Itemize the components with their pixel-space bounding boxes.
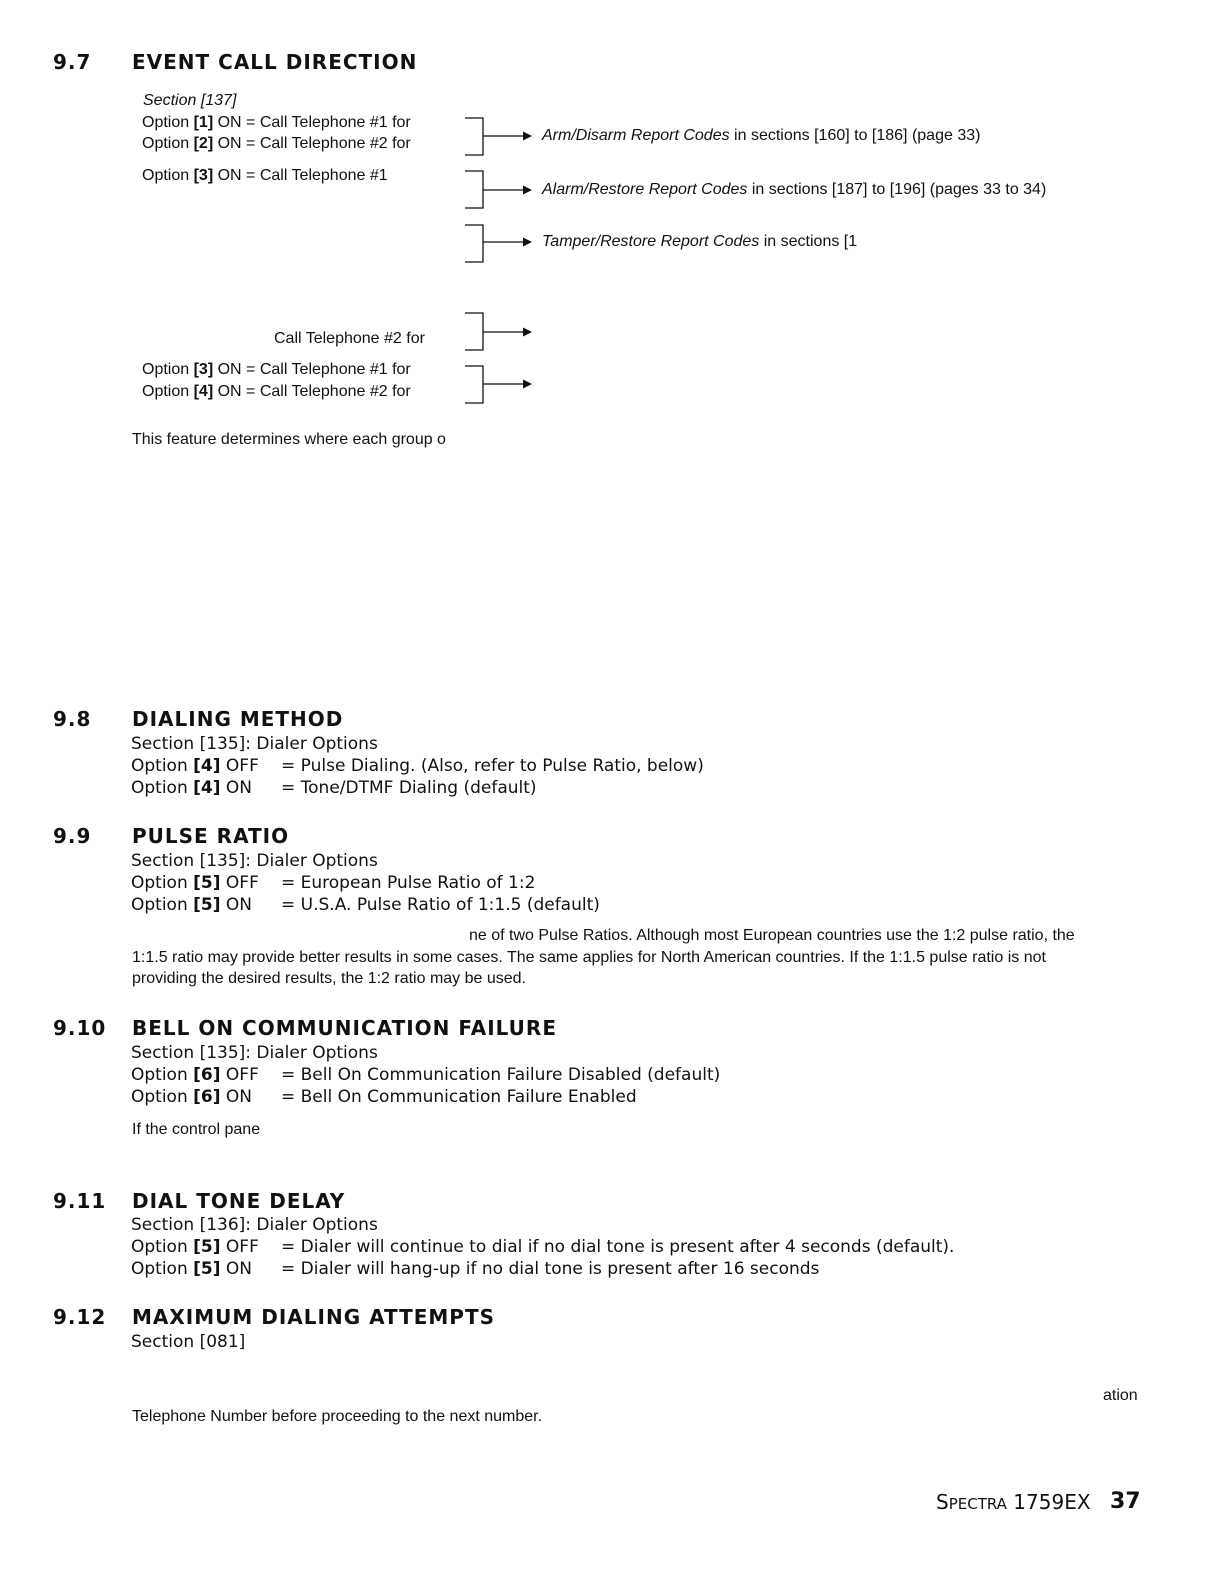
- brand-model: 1759EX: [1006, 1490, 1091, 1514]
- arrowhead-icon: [523, 380, 532, 389]
- option-text: = Pulse Dialing. (Also, refer to Pulse Ratio, below): [281, 756, 704, 776]
- option-state: ON: [220, 778, 253, 798]
- option-key: [3]: [193, 361, 214, 378]
- option-state: ON: [220, 895, 253, 915]
- section-title: MAXIMUM DIALING ATTEMPTS: [132, 1305, 496, 1329]
- paragraph: ne of two Pulse Ratios. Although most European countries use the 1:2 pulse ratio, the: [469, 927, 1075, 944]
- target-rest: in sections [1: [759, 233, 858, 250]
- option-prefix: Option: [142, 361, 194, 378]
- option-line: [131, 1064, 720, 1086]
- section-number: 9.11: [53, 1189, 107, 1213]
- option-line: [131, 1258, 819, 1280]
- option-state: OFF: [220, 873, 259, 893]
- option-state: ON: [220, 1087, 253, 1107]
- arrowhead-icon: [523, 186, 532, 195]
- arrowhead-icon: [523, 238, 532, 247]
- section-ref: Section [135]: Dialer Options: [131, 734, 378, 754]
- option-text: ON = Call Telephone #1 for: [213, 114, 411, 131]
- arrowhead-icon: [523, 132, 532, 141]
- option-key: [5]: [193, 895, 221, 915]
- brand-initial: S: [936, 1490, 949, 1514]
- option-prefix: Option: [131, 1087, 194, 1107]
- section-number: 9.9: [53, 824, 92, 848]
- option-text: = Bell On Communication Failure Disabled (default): [281, 1065, 721, 1085]
- option-state: OFF: [220, 1065, 259, 1085]
- option-key: [4]: [193, 383, 214, 400]
- option-prefix: Option: [142, 383, 194, 400]
- page-number: 37: [1110, 1489, 1141, 1514]
- option-key: [2]: [193, 135, 214, 152]
- target-rest: in sections [187] to [196] (pages 33 to 34): [747, 181, 1047, 198]
- target-italic: Arm/Disarm Report Codes: [542, 127, 730, 144]
- option-text: ON = Call Telephone #2 for: [213, 383, 411, 400]
- section-ref: Section [135]: Dialer Options: [131, 1043, 378, 1063]
- option-prefix: Option: [131, 756, 194, 776]
- bracket-shape: [465, 171, 483, 208]
- option-key: [5]: [193, 1259, 221, 1279]
- option-text: = U.S.A. Pulse Ratio of 1:1.5 (default): [281, 895, 600, 915]
- option-prefix: Option: [131, 778, 194, 798]
- section-number: 9.8: [53, 707, 92, 731]
- option-text: = Tone/DTMF Dialing (default): [281, 778, 537, 798]
- option-prefix: Option: [131, 1237, 194, 1257]
- option-text: = Dialer will continue to dial if no dial tone is present after 4 seconds (default).: [281, 1237, 955, 1257]
- call-line: Call Telephone #2 for: [274, 330, 425, 347]
- option-prefix: Option: [131, 895, 194, 915]
- section-ref: Section [137]: [143, 92, 237, 109]
- option-text: = Dialer will hang-up if no dial tone is present after 16 seconds: [281, 1259, 820, 1279]
- section-ref: Section [136]: Dialer Options: [131, 1215, 378, 1235]
- option-prefix: Option: [131, 873, 194, 893]
- option-key: [4]: [193, 756, 221, 776]
- option-state: OFF: [220, 1237, 259, 1257]
- section-number: 9.10: [53, 1016, 107, 1040]
- option-prefix: Option: [142, 167, 194, 184]
- bracket-shape: [465, 366, 483, 403]
- option-prefix: Option: [142, 135, 194, 152]
- option-prefix: Option: [131, 1065, 194, 1085]
- bracket-shape: [465, 225, 483, 262]
- option-text: ON = Call Telephone #1 for: [213, 361, 411, 378]
- option-prefix: Option: [142, 114, 194, 131]
- section-title: EVENT CALL DIRECTION: [132, 50, 418, 74]
- option-key: [3]: [193, 167, 214, 184]
- option-prefix: Option: [131, 1259, 194, 1279]
- target-rest: in sections [160] to [186] (page 33): [729, 127, 981, 144]
- option-line: [131, 777, 537, 799]
- paragraph-fragment: ation: [1103, 1387, 1138, 1404]
- option-line: [131, 894, 600, 916]
- paragraph: Telephone Number before proceeding to the next number.: [132, 1408, 543, 1425]
- paragraph: This feature determines where each group o: [132, 431, 446, 448]
- option-line: [131, 872, 535, 894]
- option-line: [131, 1236, 954, 1258]
- section-ref: Section [081]: [131, 1332, 246, 1352]
- option-key: [1]: [193, 114, 214, 131]
- section-title: DIAL TONE DELAY: [132, 1189, 346, 1213]
- option-key: [5]: [193, 1237, 221, 1257]
- option-state: ON: [220, 1259, 253, 1279]
- bracket-shape: [465, 118, 483, 155]
- option-line: [131, 755, 704, 777]
- footer-brand: [936, 1490, 1091, 1514]
- section-ref: Section [135]: Dialer Options: [131, 851, 378, 871]
- bracket-shape: [465, 313, 483, 350]
- option-text: = Bell On Communication Failure Enabled: [281, 1087, 637, 1107]
- option-key: [5]: [193, 873, 221, 893]
- section-title: BELL ON COMMUNICATION FAILURE: [132, 1016, 557, 1040]
- brand-rest: PECTRA: [948, 1495, 1007, 1513]
- option-line: [131, 1086, 637, 1108]
- paragraph: 1:1.5 ratio may provide better results in some cases. The same applies for North American countries. If the 1:1.5 pulse ratio is not: [132, 949, 1046, 966]
- option-key: [6]: [193, 1087, 221, 1107]
- section-title: PULSE RATIO: [132, 824, 290, 848]
- option-key: [4]: [193, 778, 221, 798]
- option-text: ON = Call Telephone #2 for: [213, 135, 411, 152]
- paragraph: providing the desired results, the 1:2 ratio may be used.: [132, 970, 526, 987]
- target-italic: Tamper/Restore Report Codes: [542, 233, 760, 250]
- section-number: 9.7: [53, 50, 92, 74]
- option-text: = European Pulse Ratio of 1:2: [281, 873, 536, 893]
- option-text: ON = Call Telephone #1: [213, 167, 388, 184]
- paragraph: If the control pane: [132, 1121, 261, 1138]
- option-state: OFF: [220, 756, 259, 776]
- target-italic: Alarm/Restore Report Codes: [542, 181, 748, 198]
- section-number: 9.12: [53, 1305, 107, 1329]
- option-key: [6]: [193, 1065, 221, 1085]
- arrowhead-icon: [523, 328, 532, 337]
- section-title: DIALING METHOD: [132, 707, 344, 731]
